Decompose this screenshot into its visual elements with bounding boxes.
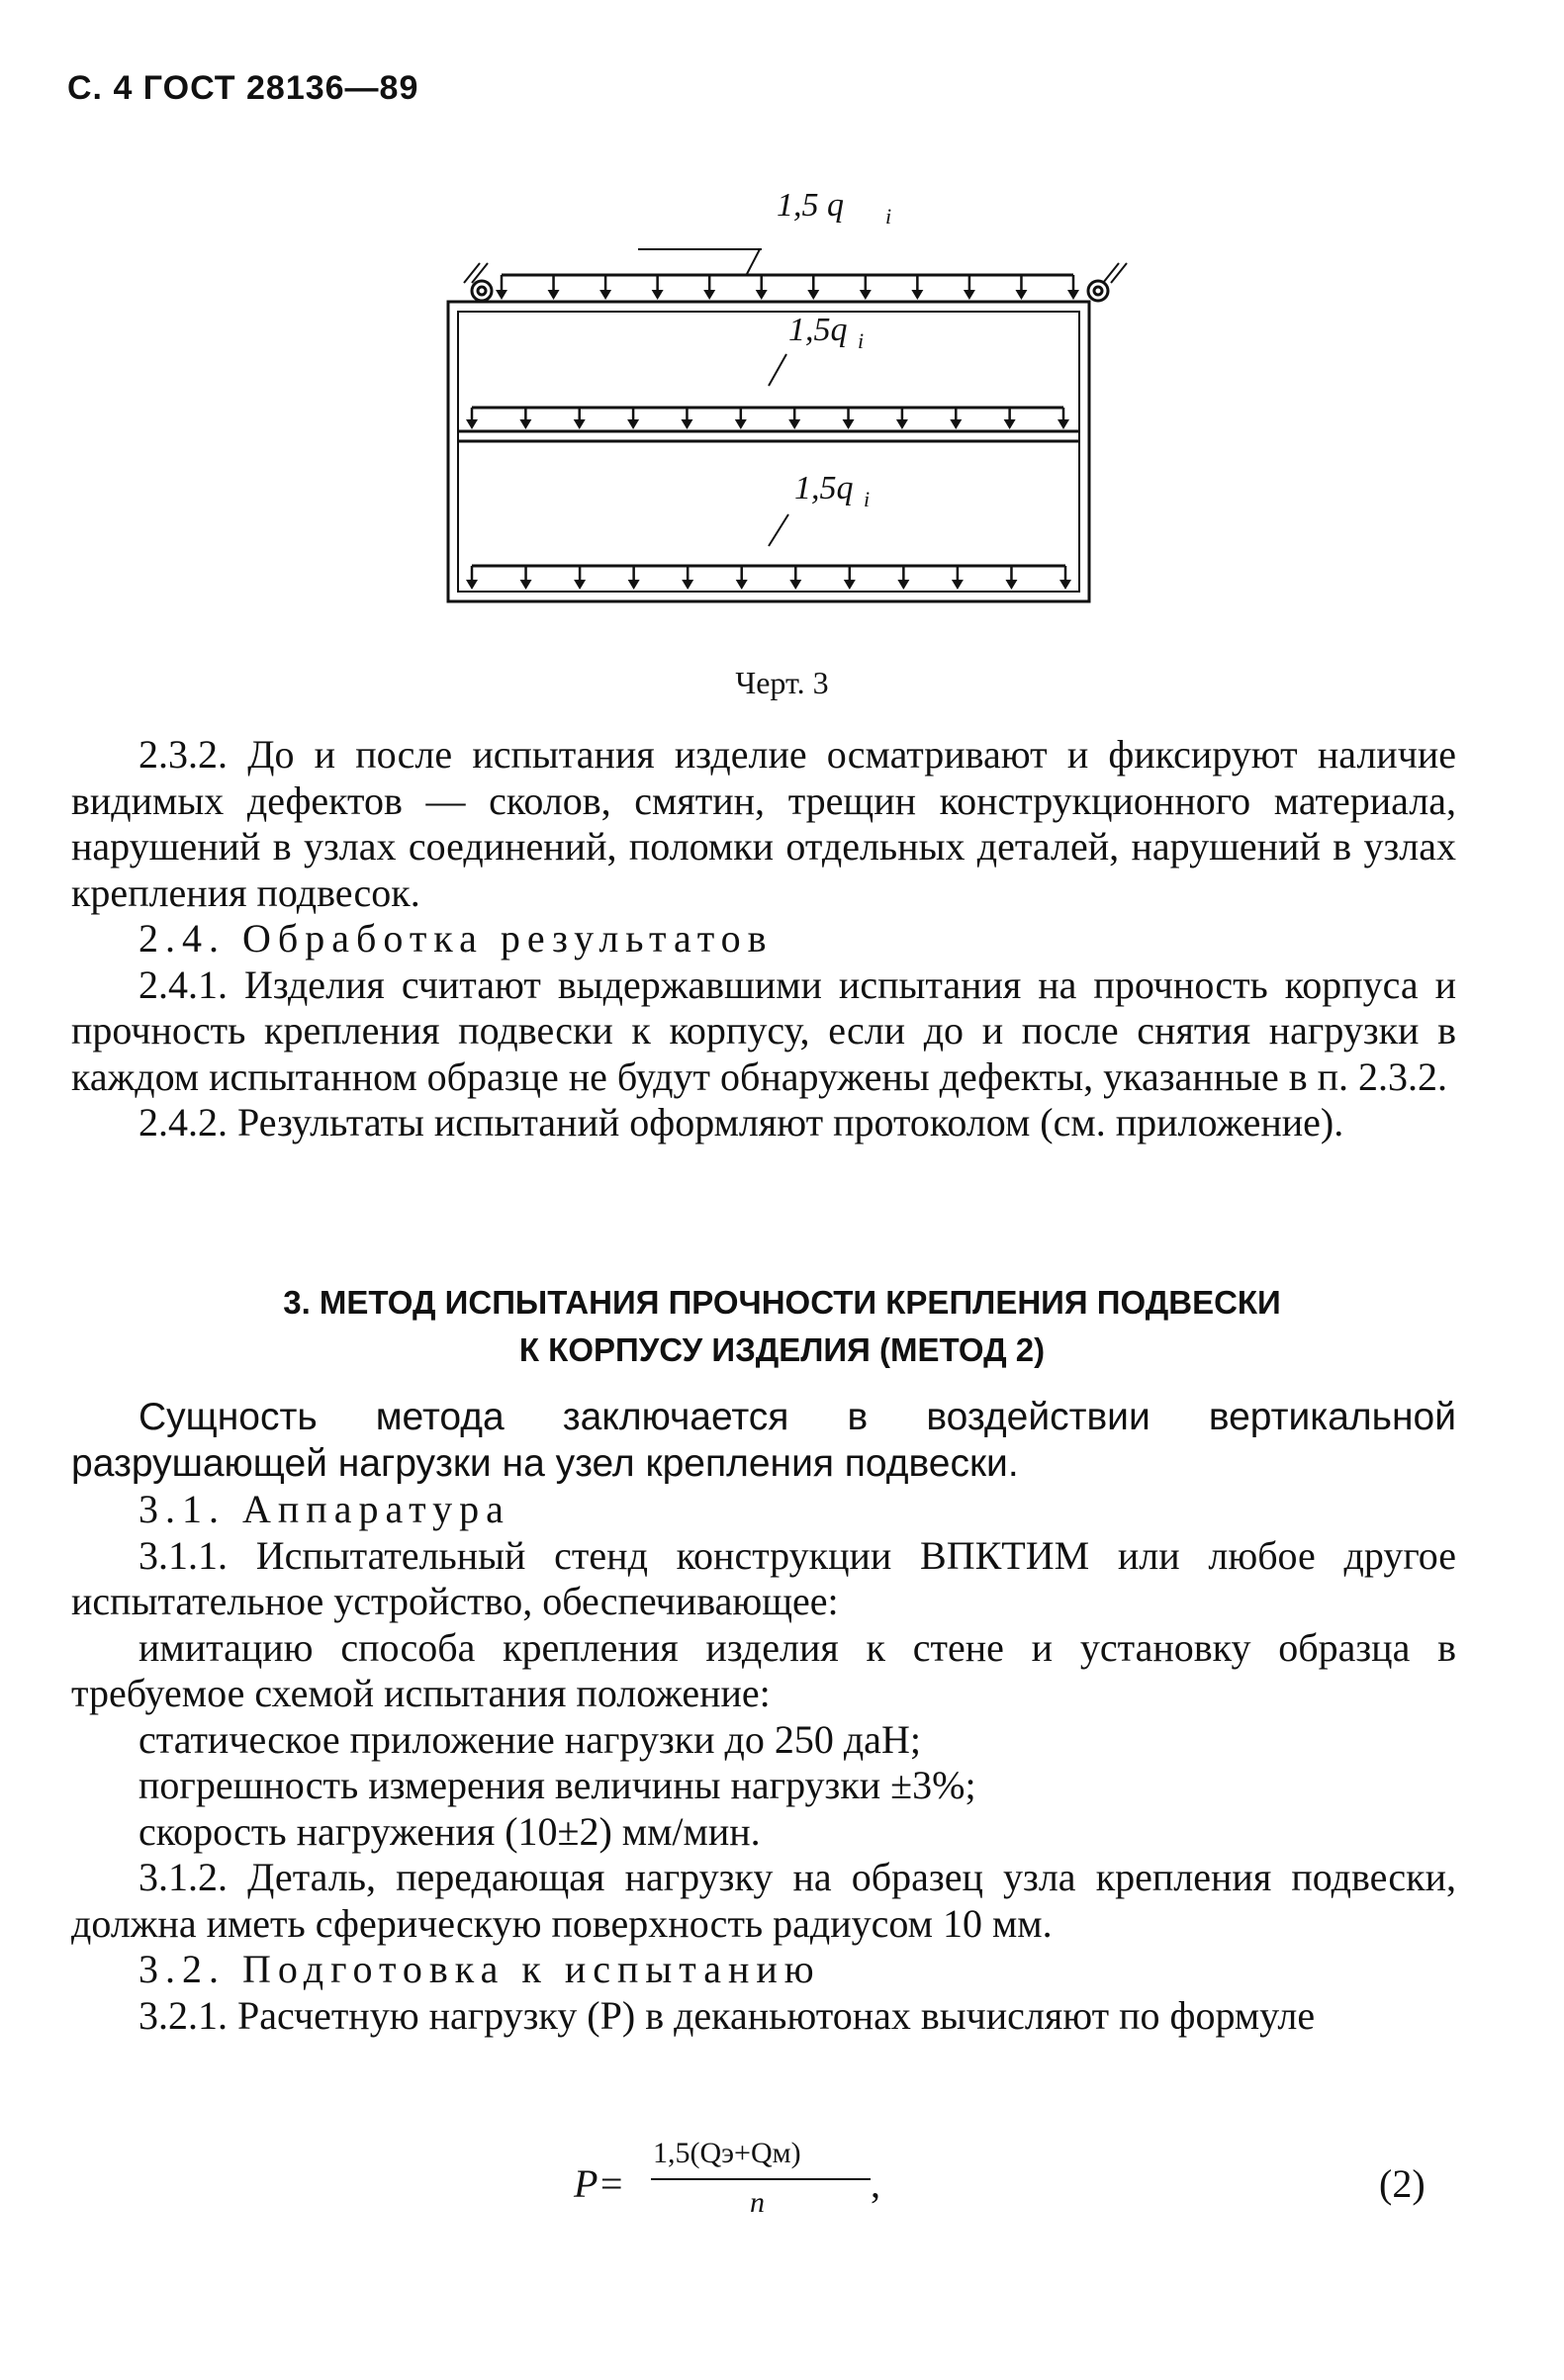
wall-hatch: [1103, 263, 1119, 283]
formula-number: (2): [1379, 2161, 1426, 2206]
hinge-right-center-icon: [1094, 287, 1102, 295]
load-diagram: [420, 188, 1143, 643]
load-label-subscript: i: [858, 328, 865, 353]
arrow-head-icon: [574, 419, 586, 429]
arrow-head-icon: [844, 580, 856, 590]
arrow-head-icon: [599, 290, 611, 300]
fraction-bar: [651, 2178, 871, 2180]
paragraph-2-4-1: 2.4.1. Изделия считают выдержавшими испытания на прочность корпуса и прочность крепления подвески к корпусу, если до и после снятия нагрузки в каждом испытанном образце не будут обнаружены дефекты, указанные в п. 2.3.2.: [71, 961, 1456, 1099]
section-3-heading-line-1: 3. МЕТОД ИСПЫТАНИЯ ПРОЧНОСТИ КРЕПЛЕНИЯ ПОДВЕСКИ: [283, 1284, 1281, 1321]
arrow-head-icon: [628, 580, 640, 590]
arrow-head-icon: [897, 580, 909, 590]
section-3-text: [71, 1395, 1456, 2039]
arrow-head-icon: [1005, 580, 1017, 590]
formula-denominator: n: [750, 2186, 765, 2219]
arrow-head-icon: [860, 290, 872, 300]
arrow-head-icon: [520, 580, 532, 590]
hinge-right-icon: [1088, 281, 1108, 301]
subheading-2-4: 2.4. Обработка результатов: [138, 916, 774, 961]
requirement-item: имитацию способа крепления изделия к стене и установку образца в требуемое схемой испытания положение:: [71, 1624, 1456, 1715]
paragraph-3-1-2: 3.1.2. Деталь, передающая нагрузку на образец узла крепления подвески, должна иметь сферическую поверхность радиусом 10 мм.: [71, 1855, 1456, 1946]
cabinet-frame: [448, 302, 1089, 601]
arrow-head-icon: [788, 419, 800, 429]
arrow-head-icon: [681, 419, 692, 429]
arrow-head-icon: [496, 290, 507, 300]
leader-line: [769, 354, 786, 386]
hinge-left-center-icon: [478, 287, 486, 295]
arrow-head-icon: [911, 290, 923, 300]
subheading-3-1: 3.1. Аппаратура: [138, 1487, 510, 1531]
subheading-3-2: 3.2. Подготовка к испытанию: [138, 1947, 821, 1991]
arrow-head-icon: [952, 580, 964, 590]
arrow-head-icon: [736, 580, 748, 590]
section-2-text: [71, 732, 1456, 1146]
leader-line: [769, 514, 788, 546]
hinge-left-icon: [472, 281, 492, 301]
wall-hatch: [464, 263, 480, 283]
arrow-head-icon: [1067, 290, 1079, 300]
arrow-head-icon: [682, 580, 693, 590]
arrow-head-icon: [466, 580, 478, 590]
arrow-head-icon: [1004, 419, 1016, 429]
figure-caption: Черт. 3: [735, 665, 829, 700]
arrow-head-icon: [789, 580, 801, 590]
load-label-bottom: 1,5q: [794, 470, 854, 506]
load-label-subscript: i: [864, 487, 871, 511]
arrow-head-icon: [807, 290, 819, 300]
paragraph-2-4-2: 2.4.2. Результаты испытаний оформляют протоколом (см. приложение).: [138, 1100, 1344, 1144]
requirement-item: скорость нагружения (10±2) мм/мин.: [138, 1808, 761, 1854]
arrow-head-icon: [896, 419, 908, 429]
method-essence: Сущность метода заключается в воздействии вертикальной разрушающей нагрузки на узел крепления подвески.: [71, 1396, 1456, 1485]
arrow-head-icon: [548, 290, 560, 300]
formula-numerator: 1,5(Qэ+Qм): [653, 2137, 801, 2169]
arrow-head-icon: [950, 419, 962, 429]
arrow-head-icon: [964, 290, 975, 300]
load-label-top: 1,5 q: [777, 188, 844, 224]
section-3-heading-line-2: К КОРПУСУ ИЗДЕЛИЯ (МЕТОД 2): [518, 1331, 1046, 1368]
arrow-head-icon: [466, 419, 478, 429]
arrow-head-icon: [735, 419, 747, 429]
paragraph-3-1-1: 3.1.1. Испытательный стенд конструкции ВПКТИМ или любое другое испытательное устройство, обеспечивающее:: [71, 1532, 1456, 1623]
formula-lhs: P=: [574, 2161, 625, 2206]
leader-line: [747, 249, 760, 274]
formula-comma: ,: [871, 2161, 880, 2206]
requirement-item: погрешность измерения величины нагрузки ±3%;: [138, 1763, 976, 1807]
arrow-head-icon: [1015, 290, 1027, 300]
arrow-head-icon: [652, 290, 664, 300]
paragraph-2-3-2: 2.3.2. До и после испытания изделие осматривают и фиксируют наличие видимых дефектов — сколов, смятин, трещин конструкционного материала, нарушений в узлах соединений, поломки отдельных деталей, нарушений в узлах крепления подвесок.: [71, 732, 1456, 915]
cabinet-inner-frame: [458, 312, 1079, 592]
section-3-heading: [0, 1279, 1564, 1374]
paragraph-3-2-1: 3.2.1. Расчетную нагрузку (P) в деканьютонах вычисляют по формуле: [138, 1992, 1316, 2038]
arrow-head-icon: [843, 419, 855, 429]
load-label-middle: 1,5q: [788, 312, 848, 348]
arrow-head-icon: [627, 419, 639, 429]
page-header: С. 4 ГОСТ 28136—89: [67, 69, 419, 107]
arrow-head-icon: [574, 580, 586, 590]
arrow-head-icon: [756, 290, 768, 300]
arrow-head-icon: [519, 419, 531, 429]
arrow-head-icon: [1058, 419, 1069, 429]
wall-hatch: [1111, 263, 1127, 283]
arrow-head-icon: [1059, 580, 1071, 590]
requirement-item: статическое приложение нагрузки до 250 даН;: [138, 1716, 921, 1762]
load-label-subscript: i: [885, 204, 892, 229]
arrow-head-icon: [703, 290, 715, 300]
